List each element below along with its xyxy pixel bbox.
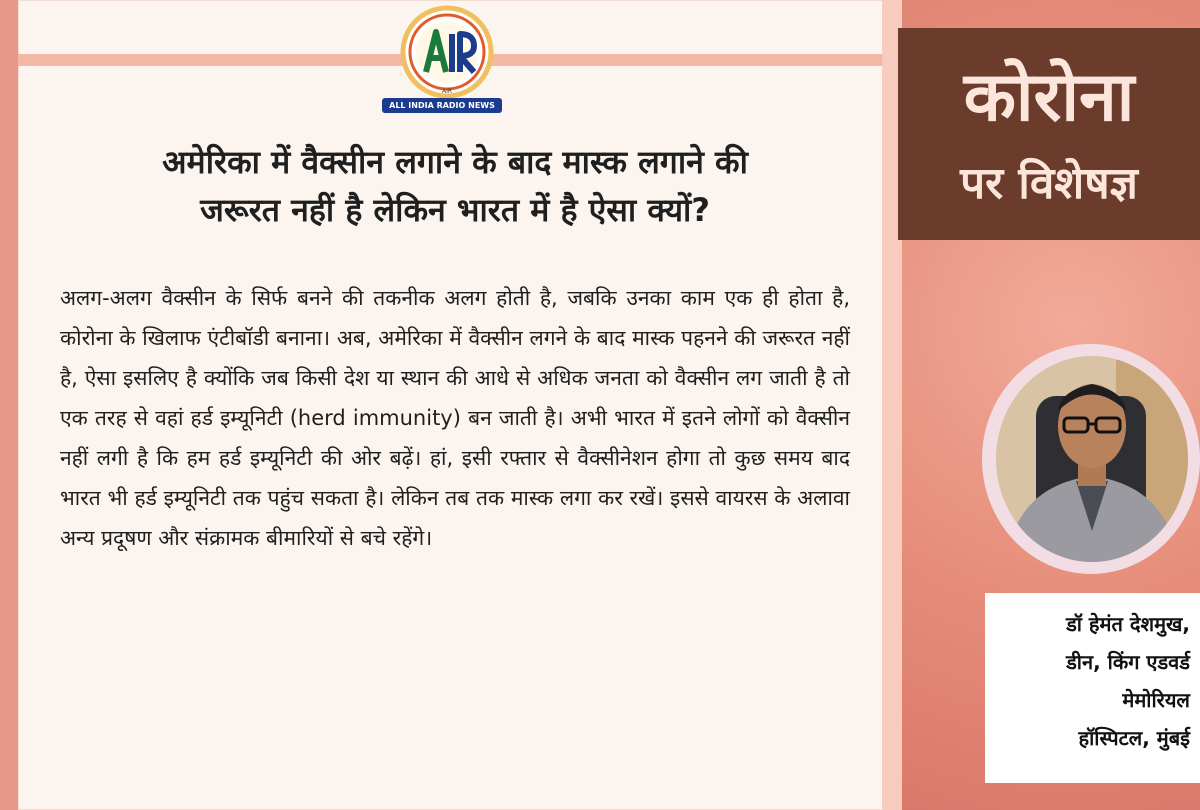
left-background-strip [0,0,18,810]
expert-institution: मेमोरियल [1122,688,1190,712]
article-body: अलग-अलग वैक्सीन के सिर्फ बनने की तकनीक अलग होती है, जबकि उनका काम एक ही होता है, कोरोना के खिलाफ एंटीबॉडी बनाना। अब, अमेरिका में वैक्सीन लगने के बाद मास्क पहनने की जरूरत नहीं है, ऐसा इसलिए है क्योंकि जब किसी देश या स्थान की आधे से अधिक जनता को वैक्सीन लग जाती है तो एक तरह से वहां हर्ड इम्यूनिटी (herd immunity) बन जाती है। अभी भारत में इतने लोगों को वैक्सीन नहीं लगी है कि हम हर्ड इम्यूनिटी की ओर बढ़ें। हां, इसी रफ्तार से वैक्सीनेशन होगा तो कुछ समय बाद भारत भी हर्ड इम्यूनिटी तक पहुंच सकता है। लेकिन तब तक मास्क लगा कर रखें। इससे वायरस के अलावा अन्य प्रदूषण और संक्रामक बीमारियों से बचे रहेंगे। [60,286,850,550]
expert-location: हॉस्पिटल, मुंबई [1078,726,1190,750]
headline-line-1: अमेरिका में वैक्सीन लगाने के बाद मास्क लगाने की [162,143,748,181]
headline-line-2: जरूरत नहीं है लेकिन भारत में है ऐसा क्यों? [200,191,710,229]
expert-portrait [996,356,1188,562]
topic-title: कोरोना [963,58,1135,137]
expert-name: डॉ हेमंत देशमुख, [1066,612,1190,636]
topic-banner [898,28,1200,240]
expert-caption [985,593,1200,783]
topic-subtitle: पर विशेषज्ञ [960,158,1138,209]
article-headline [60,138,850,234]
expert-title: डीन, किंग एडवर्ड [1066,650,1190,674]
logo-emblem-text: AIR [441,88,453,95]
logo-caption: ALL INDIA RADIO NEWS [382,98,502,113]
